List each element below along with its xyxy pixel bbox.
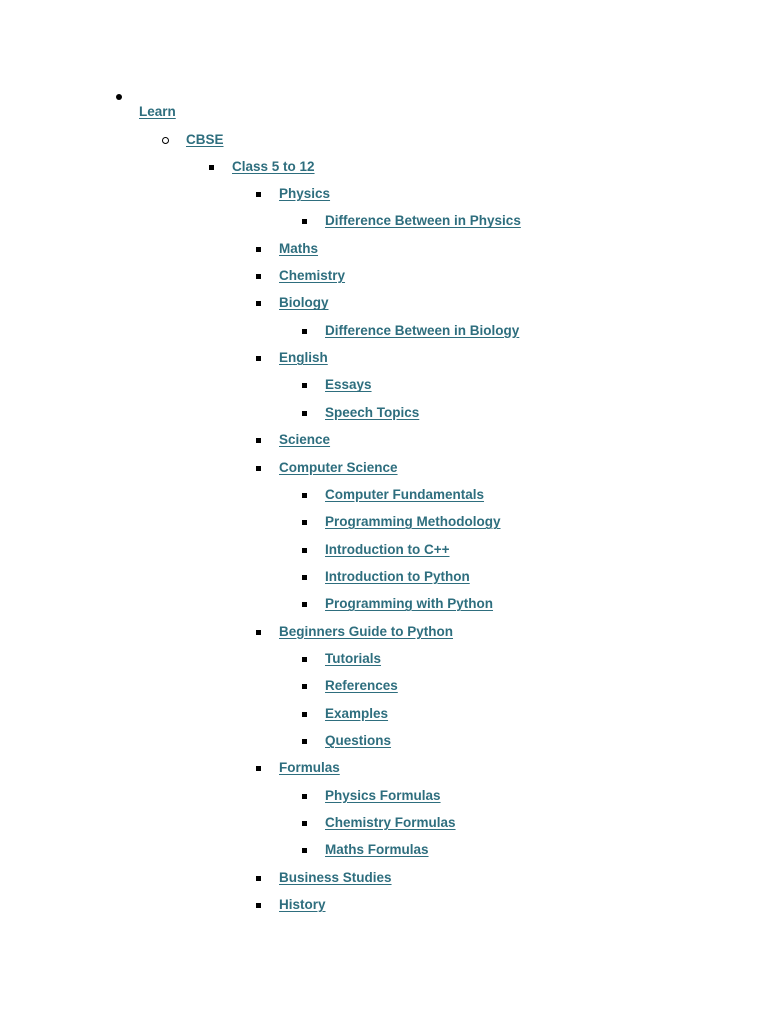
bullet-square-icon	[256, 301, 261, 306]
difference-between-in-physics-link[interactable]: Difference Between in Physics	[325, 213, 521, 229]
difference-between-in-biology-link[interactable]: Difference Between in Biology	[325, 322, 520, 338]
bullet-disc-icon	[116, 94, 122, 100]
bullet-square-icon	[302, 329, 307, 334]
introduction-to-python-link[interactable]: Introduction to Python	[325, 568, 470, 584]
cbse-link[interactable]: CBSE	[186, 132, 224, 147]
menu-item-cbse	[186, 130, 224, 150]
bullet-square-icon	[302, 411, 307, 416]
menu-item-beginners-guide-to-python	[279, 622, 453, 642]
menu-item-chemistry-formulas	[325, 813, 456, 833]
beginners-guide-to-python-link[interactable]: Beginners Guide to Python	[279, 623, 454, 639]
biology-link[interactable]: Biology	[279, 295, 329, 311]
class-range-link[interactable]: Class 5 to 12	[232, 159, 315, 174]
speech-topics-link[interactable]: Speech Topics	[325, 404, 420, 420]
bullet-square-icon	[256, 274, 261, 279]
computer-fundamentals-link[interactable]: Computer Fundamentals	[325, 486, 485, 502]
business-studies-link[interactable]: Business Studies	[279, 869, 392, 885]
menu-item-difference-between-in-biology	[325, 321, 519, 341]
bullet-square-icon	[256, 630, 261, 635]
bullet-square-icon	[256, 247, 261, 252]
menu-item-physics	[279, 184, 330, 204]
bullet-square-icon	[302, 712, 307, 717]
menu-item-tutorials	[325, 649, 381, 669]
menu-item-maths-formulas	[325, 840, 429, 860]
menu-item-maths	[279, 239, 318, 259]
bullet-square-icon	[302, 657, 307, 662]
english-link[interactable]: English	[279, 350, 328, 366]
menu-item-introduction-to-python	[325, 567, 470, 587]
maths-link[interactable]: Maths	[279, 240, 319, 256]
bullet-square-icon	[256, 356, 261, 361]
chemistry-formulas-link[interactable]: Chemistry Formulas	[325, 815, 456, 831]
science-link[interactable]: Science	[279, 432, 331, 448]
menu-item-examples	[325, 704, 388, 724]
physics-formulas-link[interactable]: Physics Formulas	[325, 787, 441, 803]
essays-link[interactable]: Essays	[325, 377, 372, 393]
bullet-square-icon	[302, 219, 307, 224]
programming-methodology-link[interactable]: Programming Methodology	[325, 514, 501, 530]
bullet-square-icon	[302, 821, 307, 826]
physics-link[interactable]: Physics	[279, 186, 331, 201]
menu-item-programming-methodology	[325, 512, 501, 532]
bullet-square-icon	[302, 520, 307, 525]
menu-item-learn	[139, 102, 176, 122]
references-link[interactable]: References	[325, 678, 398, 694]
bullet-square-icon	[256, 876, 261, 881]
bullet-square-icon	[302, 383, 307, 388]
bullet-square-icon	[302, 602, 307, 607]
bullet-square-icon	[302, 848, 307, 853]
maths-formulas-link[interactable]: Maths Formulas	[325, 842, 429, 858]
bullet-circle-icon	[162, 137, 169, 144]
bullet-square-icon	[209, 165, 214, 170]
computer-science-link[interactable]: Computer Science	[279, 459, 398, 475]
menu-item-questions	[325, 731, 391, 751]
menu-item-introduction-to-cpp	[325, 540, 450, 560]
menu-item-difference-between-in-physics	[325, 211, 521, 231]
menu-item-english	[279, 348, 328, 368]
examples-link[interactable]: Examples	[325, 705, 389, 721]
menu-item-history	[279, 895, 326, 915]
bullet-square-icon	[256, 903, 261, 908]
tutorials-link[interactable]: Tutorials	[325, 650, 382, 666]
menu-item-references	[325, 676, 398, 696]
bullet-square-icon	[256, 192, 261, 197]
menu-item-programming-with-python	[325, 594, 493, 614]
bullet-square-icon	[256, 438, 261, 443]
menu-item-science	[279, 430, 330, 450]
bullet-square-icon	[302, 575, 307, 580]
bullet-square-icon	[302, 794, 307, 799]
menu-item-computer-fundamentals	[325, 485, 484, 505]
bullet-square-icon	[302, 739, 307, 744]
bullet-square-icon	[256, 466, 261, 471]
introduction-to-cpp-link[interactable]: Introduction to C++	[325, 541, 450, 557]
menu-item-computer-science	[279, 458, 398, 478]
menu-item-physics-formulas	[325, 786, 441, 806]
chemistry-link[interactable]: Chemistry	[279, 268, 346, 284]
history-link[interactable]: History	[279, 897, 326, 913]
learn-link[interactable]: Learn	[139, 104, 176, 119]
menu-item-class-range	[232, 157, 315, 177]
bullet-square-icon	[302, 493, 307, 498]
questions-link[interactable]: Questions	[325, 733, 392, 748]
bullet-square-icon	[302, 548, 307, 553]
formulas-link[interactable]: Formulas	[279, 760, 340, 776]
programming-with-python-link[interactable]: Programming with Python	[325, 596, 494, 612]
menu-item-biology	[279, 293, 329, 313]
menu-item-speech-topics	[325, 403, 419, 423]
menu-item-formulas	[279, 758, 340, 778]
menu-item-business-studies	[279, 868, 392, 888]
bullet-square-icon	[256, 766, 261, 771]
bullet-square-icon	[302, 684, 307, 689]
menu-item-essays	[325, 375, 372, 395]
menu-item-chemistry	[279, 266, 345, 286]
